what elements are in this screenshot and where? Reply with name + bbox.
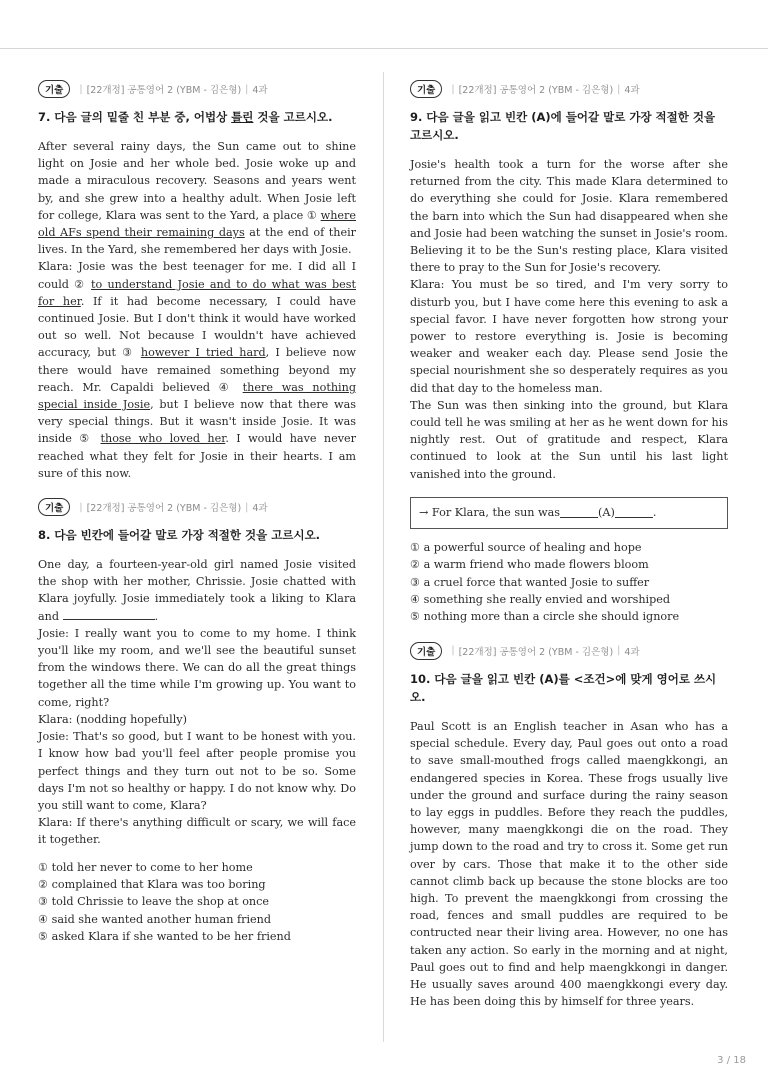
column-divider bbox=[383, 72, 384, 1042]
question-tag: 기출 | [22개정] 공통영어 2 (YBM - 김은형) | 4과 bbox=[38, 80, 356, 98]
option-4[interactable]: ④ something she really envied and worshiped bbox=[410, 593, 671, 607]
blank-a-label: (A) bbox=[598, 506, 615, 520]
question-8-passage: One day, a fourteen-year-old girl named Josie visited the shop with her mother, Chrissie. Josie chatted with Klara joyfully. Josie immediately took a liking to Klara and . Josie: I really want you to come to my home. I think you'll like my room, and we'll see the beautiful sunset from the windows there. We can do all the great things together all the time while I'm growing up. You want to come, right? Klara: (nodding hopefully) Josie: That's so good, but I want to be honest with you. I know how bad you'll feel after people promise you perfect things and they turn out not to be so. Some days I'm not so healthy or happy. I do not know why. Do you still want to come, Klara? Klara: If there's anything difficult or scary, we will face it together. bbox=[38, 558, 356, 847]
underlined-choice-5[interactable]: those who loved her bbox=[100, 432, 226, 446]
source-label: [22개정] 공통영어 2 (YBM - 김은형) bbox=[458, 646, 614, 658]
left-column bbox=[38, 80, 356, 946]
question-8-title: 8. 다음 빈칸에 들어갈 말로 가장 적절한 것을 고르시오. bbox=[38, 528, 321, 543]
header-rule bbox=[0, 48, 768, 49]
right-column bbox=[410, 80, 728, 1010]
source-label: [22개정] 공통영어 2 (YBM - 김은형) bbox=[86, 85, 242, 96]
lesson-label: 4과 bbox=[624, 646, 640, 658]
option-2[interactable]: ② complained that Klara was too boring bbox=[38, 877, 266, 891]
question-tag: 기출 | [22개정] 공통영어 2 (YBM - 김은형) | 4과 bbox=[410, 642, 728, 660]
question-10-passage: Paul Scott is an English teacher in Asan who has a special schedule. Every day, Paul goes out onto a road to save small-mouthed frogs called maengkkongi, an endangered species in Korea. These frogs usually live under the ground and surface during the rainy season to lay eggs in puddles. Before they reach the puddles, however, many maengkkongi die on the road. They jump down to the road and try to cross it. Some get run over by cars. Those that make it to the other side cannot climb back up because the stone blocks are too high. To prevent the maengkkongi from crossing the road, fences and small puddles are required to be contructed near their living area. However, no one has taken any action. So early in the morning and at night, Paul goes out to find and help maengkkongi in danger. He usually saves around 400 maengkkongi every day. He has been doing this by himself for three years. bbox=[410, 719, 728, 1009]
option-3[interactable]: ③ told Chrissie to leave the shop at once bbox=[38, 895, 270, 909]
lesson-label: 4과 bbox=[252, 503, 268, 515]
exam-badge: 기출 bbox=[410, 80, 442, 98]
question-7-passage: After several rainy days, the Sun came out to shine light on Josie and her whole bed. Josie woke up and made a miraculous recovery. Seasons and years went by, and she grew into a healthy adult. When Josie left for college, Klara was sent to the Yard, a place ① where old AFs spend their remaining days at the end of their lives. In the Yard, she remembered her days with Josie. Klara: Josie was the best teenager for me. I did all I could ② to understand Josie and to do what was best for her. If it had become necessary, I could have continued Josie. But I don't think it would have worked out so well. Not because I wouldn't have achieved accuracy, but ③ however I tried hard, I believe now there would have remained something beyond my reach. Mr. Capaldi believed ④ there was nothing special inside Josie, but I believe now that there was very special things. But it wasn't inside Josie. It was inside ⑤ those who loved her. I would have never reached what they felt for Josie in their hearts. I am sure of this now. bbox=[38, 140, 357, 480]
source-label: [22개정] 공통영어 2 (YBM - 김은형) bbox=[86, 503, 242, 515]
exam-badge: 기출 bbox=[38, 498, 70, 516]
option-1[interactable]: ① told her never to come to her home bbox=[38, 860, 253, 874]
option-4[interactable]: ④ said she wanted another human friend bbox=[38, 912, 272, 926]
underlined-choice-2[interactable]: to understand Josie and to do what was best for her bbox=[38, 277, 356, 308]
lesson-label: 4과 bbox=[624, 85, 640, 96]
question-7-title: 7. 다음 글의 밑줄 친 부분 중, 어법상 틀린 것을 고르시오. bbox=[38, 110, 333, 124]
page-number: 3 / 18 bbox=[717, 1055, 746, 1066]
option-1[interactable]: ① a powerful source of healing and hope bbox=[410, 540, 642, 554]
question-9-options bbox=[410, 539, 728, 626]
question-tag: 기출 | [22개정] 공통영어 2 (YBM - 김은형) | 4과 bbox=[38, 498, 356, 516]
option-2[interactable]: ② a warm friend who made flowers bloom bbox=[410, 558, 649, 572]
underlined-choice-3[interactable]: however I tried hard bbox=[140, 346, 266, 360]
lesson-label: 4과 bbox=[252, 85, 268, 96]
source-label: [22개정] 공통영어 2 (YBM - 김은형) bbox=[458, 85, 614, 96]
option-3[interactable]: ③ a cruel force that wanted Josie to suffer bbox=[410, 575, 650, 589]
summary-box: → For Klara, the sun was (A) . bbox=[410, 497, 728, 529]
question-8-options bbox=[38, 859, 356, 946]
underlined-choice-1[interactable]: where old AFs spend their remaining days bbox=[38, 208, 356, 240]
option-5[interactable]: ⑤ nothing more than a circle she should ignore bbox=[410, 610, 680, 624]
underlined-choice-4[interactable]: there was nothing special inside Josie bbox=[38, 380, 356, 412]
question-10-title: 10. 다음 글을 읽고 빈칸 (A)를 <조건>에 맞게 영어로 쓰시오. bbox=[410, 671, 717, 704]
answer-blank bbox=[63, 609, 155, 620]
question-9-title: 9. 다음 글을 읽고 빈칸 (A)에 들어갈 말로 가장 적절한 것을 고르시오. bbox=[410, 110, 716, 142]
exam-badge: 기출 bbox=[410, 642, 442, 660]
question-9-passage: Josie's health took a turn for the worse after she returned from the city. This made Klara determined to do everything she could for Josie. Klara remembered the barn into which the Sun had disappeared when she and Josie had been watching the sunset in Josie's room. Believing it to be the Sun's resting place, Klara visited there to pray to the Sun for Josie's recovery. Klara: You must be so tired, and I'm very sorry to disturb you, but I have come here this evening to ask a special favor. I have never forgotten how strong your power to restore everything is. Josie is becoming weaker and weaker each day. Please send Josie the special nourishment she so desperately requires as you did that day to the homeless man. The Sun was then sinking into the ground, but Klara could tell he was smiling at her as he went down for his nightly rest. Out of gratitude and respect, Klara continued to look at the Sun until his last light vanished into the ground. bbox=[410, 158, 728, 481]
option-5[interactable]: ⑤ asked Klara if she wanted to be her friend bbox=[38, 930, 291, 944]
exam-badge: 기출 bbox=[38, 80, 70, 98]
question-tag: 기출 | [22개정] 공통영어 2 (YBM - 김은형) | 4과 bbox=[410, 80, 728, 98]
